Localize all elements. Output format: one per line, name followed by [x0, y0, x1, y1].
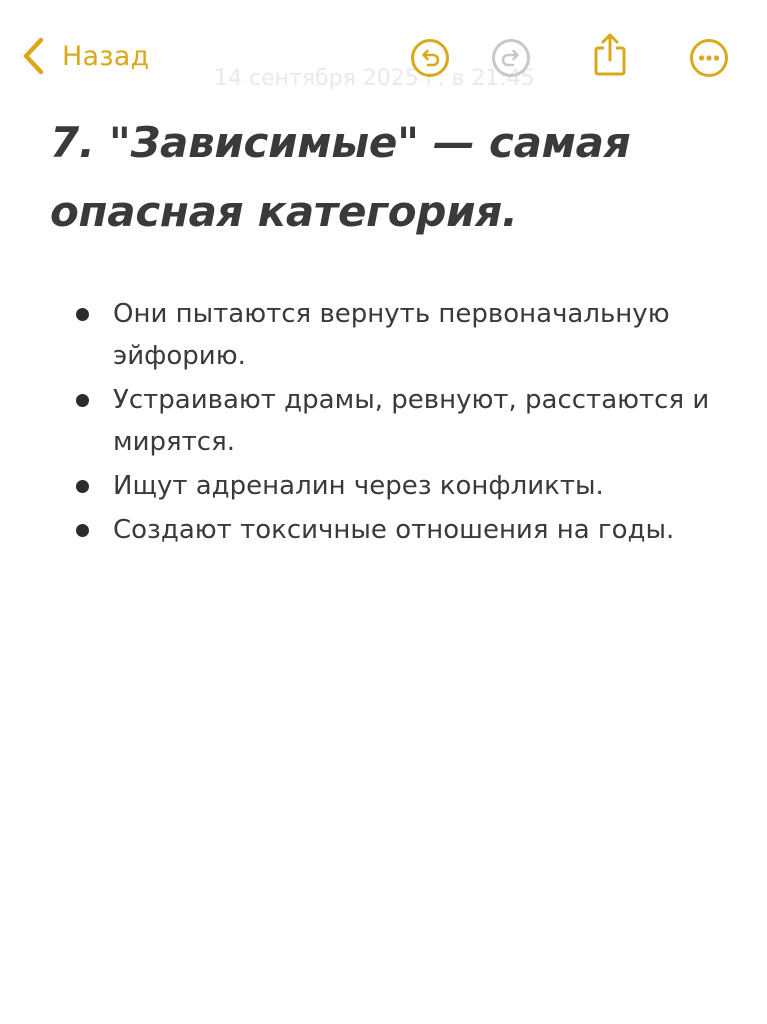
share-button[interactable] — [588, 32, 632, 76]
list-item[interactable] — [0, 465, 767, 507]
bullet-icon — [76, 308, 89, 321]
note-toolbar — [0, 0, 767, 110]
undo-button[interactable] — [408, 36, 452, 80]
chevron-left-icon — [20, 36, 48, 76]
list-item-text: Устраивают драмы, ревнуют, расстаются и мирятся. — [113, 385, 710, 457]
list-item[interactable] — [0, 379, 767, 463]
note-bullet-list — [0, 293, 767, 553]
list-item-text: Ищут адреналин через конфликты. — [113, 471, 604, 501]
bullet-icon — [76, 480, 89, 493]
back-label: Назад — [62, 40, 150, 72]
list-item-text: Создают токсичные отношения на годы. — [113, 515, 675, 545]
list-item-text: Они пытаются вернуть первоначальную эйфорию. — [113, 299, 670, 371]
note-date: 14 сентября 2025 г. в 21:45 — [214, 66, 535, 91]
note-title[interactable]: 7. "Зависимые" — самая опасная категория. — [50, 118, 631, 236]
more-icon — [689, 38, 729, 78]
bullet-icon — [76, 394, 89, 407]
list-item[interactable] — [0, 293, 767, 377]
back-button[interactable] — [20, 34, 149, 78]
list-item[interactable] — [0, 509, 767, 551]
redo-icon — [491, 38, 531, 78]
share-icon — [590, 31, 630, 77]
redo-button[interactable] — [489, 36, 533, 80]
more-button[interactable] — [687, 36, 731, 80]
bullet-icon — [76, 524, 89, 537]
undo-icon — [410, 38, 450, 78]
